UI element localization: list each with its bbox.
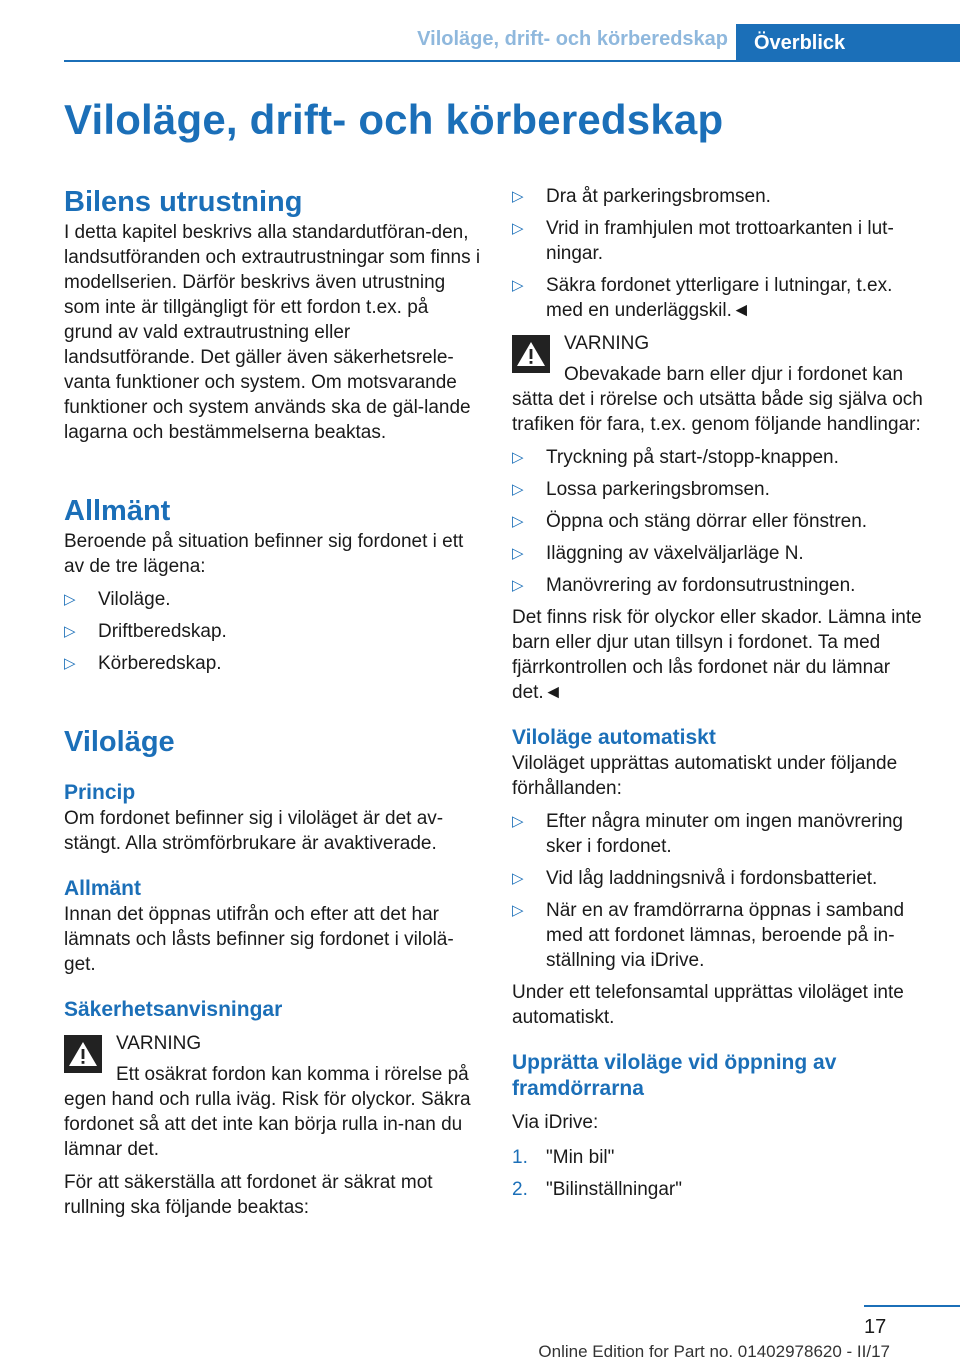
warning-box-1 <box>64 1031 482 1162</box>
heading-general-2: Allmänt <box>64 877 142 900</box>
list-item: ▷ Körberedskap. <box>64 653 222 674</box>
triangle-bullet-icon: ▷ <box>512 545 524 562</box>
right-column <box>512 184 930 1209</box>
list-item: ▷ Lossa parkeringsbromsen. <box>512 479 770 500</box>
modes-list <box>64 587 482 676</box>
triangle-bullet-icon: ▷ <box>512 513 524 530</box>
paragraph-phone: Under ett telefonsamtal upprättas viloläget inte automatiskt. <box>512 982 904 1028</box>
idrive-steps-list <box>512 1145 930 1202</box>
list-item: ▷ Vrid in framhjulen mot trottoarkanten i lut-ningar. <box>512 218 894 264</box>
warning-heading: VARNING <box>564 333 650 354</box>
list-item: ▷ Öppna och stäng dörrar eller fönstren. <box>512 511 868 532</box>
auto-conditions-list <box>512 809 930 973</box>
triangle-bullet-icon: ▷ <box>512 449 524 466</box>
warning-actions-list <box>512 445 930 598</box>
edition-footer: Online Edition for Part no. 01402978620 - II/17 <box>538 1342 890 1361</box>
list-item: ▷ Dra åt parkeringsbromsen. <box>512 186 771 207</box>
list-item: ▷ Efter några minuter om ingen manövrering sker i fordonet. <box>512 811 903 857</box>
paragraph-general: Beroende på situation befinner sig fordonet i ett av de tre lägena: <box>64 531 464 577</box>
list-item: ▷ Vid låg laddningsnivå i fordonsbatteriet. <box>512 868 878 889</box>
list-item: ▷ Driftberedskap. <box>64 621 227 642</box>
triangle-bullet-icon: ▷ <box>512 188 524 205</box>
list-item: ▷ Tryckning på start-/stopp-knappen. <box>512 447 839 468</box>
header-rule <box>64 60 960 62</box>
triangle-bullet-icon: ▷ <box>512 277 524 294</box>
triangle-bullet-icon: ▷ <box>512 481 524 498</box>
header-tab-overview[interactable]: Överblick <box>736 24 960 62</box>
triangle-bullet-icon: ▷ <box>512 813 524 830</box>
page-number: 17 <box>864 1316 887 1338</box>
heading-general: Allmänt <box>64 495 171 527</box>
triangle-bullet-icon: ▷ <box>64 591 76 608</box>
triangle-bullet-icon: ▷ <box>64 655 76 672</box>
warning-conclusion: Det finns risk för olyckor eller skador. Lämna inte barn eller djur utan tillsyn i fordonet. Ta med fjärrkontrollen och lås fordonet när du lämnar det.◄ <box>512 607 922 703</box>
paragraph-equipment: I detta kapitel beskrivs alla standardutföran-den, landsutföranden och extrautrustningar som finns i modellserien. Därför beskrivs även utrustning som inte är tillgängligt för ett fordon t.ex. på grund av vald extrautrustning eller landsutförande. Det gäller även säkerhetsrele-vanta funktioner och system. Om motsvarande funktioner och system används ska de gäl-lande lagarna och bestämmelserna beaktas. <box>64 222 481 443</box>
warning-text: Ett osäkrat fordon kan komma i rörelse på egen hand och rulla iväg. Risk för olyckor. Säkra fordonet så att det inte kan börja rulla in-nan du lämnar det. <box>64 1064 471 1160</box>
list-item: ▷ När en av framdörrarna öppnas i samband med att fordonet lämnas, beroende på in-ställning via iDrive. <box>512 900 905 971</box>
heading-door-rest: Upprätta viloläge vid öppning av framdörrarna <box>512 1051 837 1100</box>
triangle-bullet-icon: ▷ <box>512 870 524 887</box>
page-title: Viloläge, drift- och körberedskap <box>64 96 724 143</box>
warning-icon <box>64 1035 102 1073</box>
list-item: ▷ Säkra fordonet ytterligare i lutningar, t.ex. med en underläggskil.◄ <box>512 275 893 321</box>
heading-rest-mode: Viloläge <box>64 726 175 758</box>
list-item: 1. "Min bil" <box>512 1147 615 1168</box>
paragraph-principle: Om fordonet befinner sig i viloläget är det av-stängt. Alla strömförbrukare är avaktiverade. <box>64 808 444 854</box>
paragraph-secure: För att säkerställa att fordonet är säkrat mot rullning ska följande beaktas: <box>64 1172 433 1218</box>
triangle-bullet-icon: ▷ <box>512 220 524 237</box>
footer-rule <box>864 1305 960 1307</box>
heading-safety: Säkerhetsanvisningar <box>64 998 283 1021</box>
list-item: ▷ Viloläge. <box>64 589 171 610</box>
warning-box-2 <box>512 331 930 437</box>
header-section-title: Viloläge, drift- och körberedskap <box>417 28 728 50</box>
list-item: 2. "Bilinställningar" <box>512 1179 682 1200</box>
triangle-bullet-icon: ▷ <box>512 577 524 594</box>
warning-heading: VARNING <box>116 1033 202 1054</box>
heading-auto-rest: Viloläge automatiskt <box>512 726 716 749</box>
paragraph-idrive: Via iDrive: <box>512 1112 599 1133</box>
heading-principle: Princip <box>64 781 136 804</box>
list-item: ▷ Iläggning av växelväljarläge N. <box>512 543 804 564</box>
triangle-bullet-icon: ▷ <box>64 623 76 640</box>
warning-icon <box>512 335 550 373</box>
paragraph-general-2: Innan det öppnas utifrån och efter att det har lämnats och låsts befinner sig fordonet i vilolä-get. <box>64 904 454 975</box>
list-item: ▷ Manövrering av fordonsutrustningen. <box>512 575 856 596</box>
left-column <box>64 184 482 1220</box>
heading-equipment: Bilens utrustning <box>64 186 303 218</box>
triangle-bullet-icon: ▷ <box>512 902 524 919</box>
secure-steps-list <box>512 184 930 323</box>
warning-text: Obevakade barn eller djur i fordonet kan sätta det i rörelse och utsätta både sig själva och trafiken för fara, t.ex. genom följande handlingar: <box>512 364 923 435</box>
paragraph-auto: Viloläget upprättas automatiskt under följande förhållanden: <box>512 753 898 799</box>
